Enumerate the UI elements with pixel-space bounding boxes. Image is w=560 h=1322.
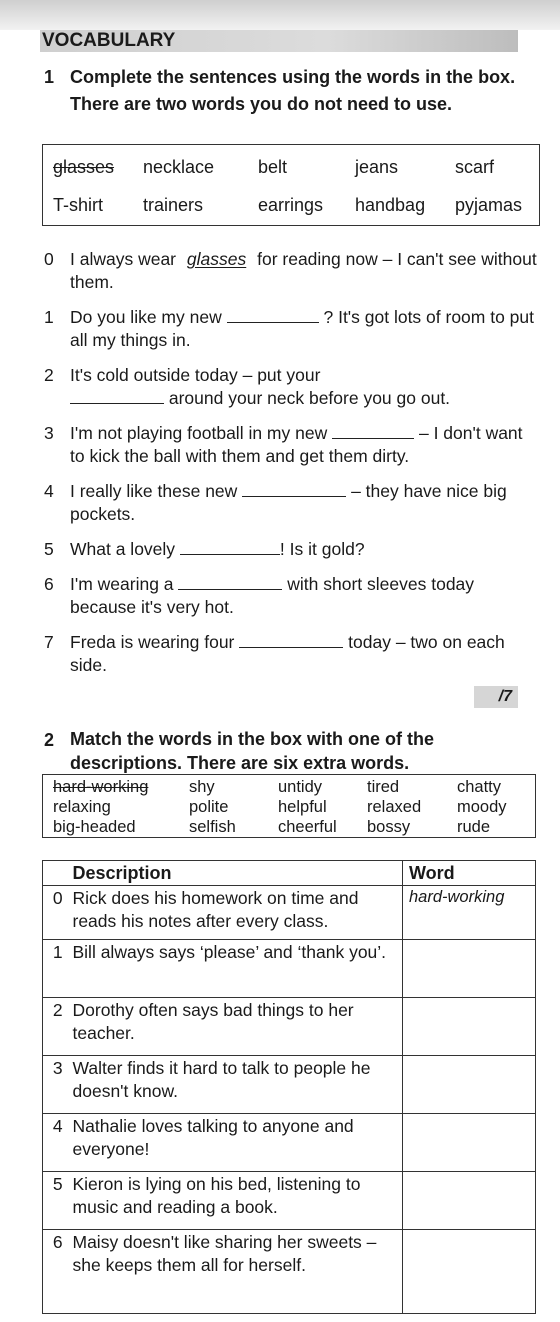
word-box-item: belt	[258, 157, 288, 177]
sentence-text: – I don't want to kick the ball with them and get them dirty.	[70, 423, 523, 466]
word-box-item: shy	[189, 778, 215, 796]
table-header-row	[43, 861, 536, 886]
word-box-item: necklace	[143, 157, 215, 177]
sentence-text: around your neck before you go out.	[168, 388, 451, 408]
sentence-text: It's cold outside today – put your	[70, 365, 321, 385]
row-description: Walter finds it hard to talk to people he doesn't know.	[73, 1056, 403, 1114]
table-row	[43, 1172, 536, 1230]
word-box-item: chatty	[457, 778, 502, 796]
header-word: Word	[403, 861, 536, 886]
sentence-number: 3	[44, 423, 54, 443]
section-title: VOCABULARY	[40, 30, 518, 52]
row-word-answer[interactable]	[403, 1114, 536, 1172]
word-box-item: trainers	[143, 195, 204, 215]
word-box-item: scarf	[455, 157, 495, 177]
sentence-text: Do you like my new	[70, 307, 222, 327]
header-number-cell	[43, 861, 73, 886]
row-number: 2	[43, 998, 73, 1056]
row-number: 5	[43, 1172, 73, 1230]
word-box-item: T-shirt	[53, 195, 104, 215]
exercise-1-number: 1	[44, 67, 55, 87]
sentence-number: 7	[44, 632, 54, 652]
row-number: 4	[43, 1114, 73, 1172]
word-box-item: hard-working	[53, 778, 149, 796]
row-description: Rick does his homework on time and reads his notes after every class.	[73, 886, 403, 940]
row-description: Bill always says ‘please’ and ‘thank you’.	[73, 940, 403, 998]
sentence-number: 4	[44, 481, 54, 501]
word-box-item: cheerful	[278, 818, 337, 836]
word-box-item: moody	[457, 798, 507, 816]
row-word-answer[interactable]	[403, 1230, 536, 1314]
row-description: Nathalie loves talking to anyone and everyone!	[73, 1114, 403, 1172]
row-word-answer[interactable]	[403, 1056, 536, 1114]
sentence-text: I'm not playing football in my new	[70, 423, 328, 443]
sentence-text: What a lovely	[70, 539, 176, 559]
answer-blank[interactable]	[242, 480, 346, 497]
table-row	[43, 886, 536, 940]
exercise-2-instruction: Match the words in the box with one of the descriptions. There are six extra words.	[70, 729, 434, 773]
sentence-number: 1	[44, 307, 54, 327]
word-box-item: tired	[367, 778, 400, 796]
score-box: /7	[474, 686, 518, 708]
table-row	[43, 1230, 536, 1314]
sentence-number: 6	[44, 574, 54, 594]
exercise-1-instruction: Complete the sentences using the words in the box. There are two words you do not need to use.	[70, 67, 516, 114]
word-box-2	[42, 774, 536, 838]
page-top-shade	[0, 0, 560, 30]
row-number: 3	[43, 1056, 73, 1114]
sentence-text: with short sleeves today because it's very hot.	[70, 574, 475, 617]
row-number: 6	[43, 1230, 73, 1314]
sentence-text: ! Is it gold?	[279, 539, 365, 559]
sentence-text: ? It's got lots of room to put all my things in.	[70, 307, 535, 350]
word-box-item: pyjamas	[455, 195, 523, 215]
table-row	[43, 1056, 536, 1114]
word-box-item: untidy	[278, 778, 323, 796]
word-box-item: helpful	[278, 798, 327, 816]
word-box-item: relaxed	[367, 798, 422, 816]
row-word-answer[interactable]	[403, 1172, 536, 1230]
row-description: Maisy doesn't like sharing her sweets – she keeps them all for herself.	[73, 1230, 403, 1314]
row-description: Dorothy often says bad things to her teacher.	[73, 998, 403, 1056]
word-box-item: handbag	[355, 195, 426, 215]
matching-table	[42, 860, 536, 1314]
word-box-item: relaxing	[53, 798, 111, 816]
row-word-answer: hard-working	[403, 886, 536, 940]
sentence-text: I'm wearing a	[70, 574, 174, 594]
word-box-item: bossy	[367, 818, 411, 836]
word-box-item: big-headed	[53, 818, 136, 836]
sentence-number: 2	[44, 365, 54, 385]
answer-blank[interactable]	[70, 387, 164, 404]
header-description: Description	[73, 861, 403, 886]
word-box-item: earrings	[258, 195, 324, 215]
sentence-text: I always wear	[70, 249, 177, 269]
example-answer: glasses	[186, 249, 247, 269]
row-word-answer[interactable]	[403, 940, 536, 998]
row-number: 0	[43, 886, 73, 940]
word-box-item: selfish	[189, 818, 236, 836]
word-box-item: polite	[189, 798, 229, 816]
answer-blank[interactable]	[332, 422, 414, 439]
table-row	[43, 998, 536, 1056]
answer-blank[interactable]	[227, 306, 319, 323]
sentence-text: I really like these new	[70, 481, 238, 501]
word-box-item: rude	[457, 818, 491, 836]
row-word-answer[interactable]	[403, 998, 536, 1056]
sentence-text: – they have nice big pockets.	[70, 481, 507, 524]
exercise-2-number: 2	[44, 730, 55, 750]
table-row	[43, 940, 536, 998]
sentence-number: 0	[44, 249, 54, 269]
word-box-item: jeans	[355, 157, 399, 177]
sentence-text: Freda is wearing four	[70, 632, 235, 652]
row-description: Kieron is lying on his bed, listening to music and reading a book.	[73, 1172, 403, 1230]
sentence-number: 5	[44, 539, 54, 559]
sentence-text: today – two on each side.	[70, 632, 505, 675]
sentence-text: for reading now – I can't see without them.	[70, 249, 537, 292]
table-row	[43, 1114, 536, 1172]
word-box-item: glasses	[53, 157, 115, 177]
answer-blank[interactable]	[178, 573, 282, 590]
answer-blank[interactable]	[180, 538, 280, 555]
word-box-1	[42, 144, 540, 226]
answer-blank[interactable]	[239, 631, 343, 648]
row-number: 1	[43, 940, 73, 998]
